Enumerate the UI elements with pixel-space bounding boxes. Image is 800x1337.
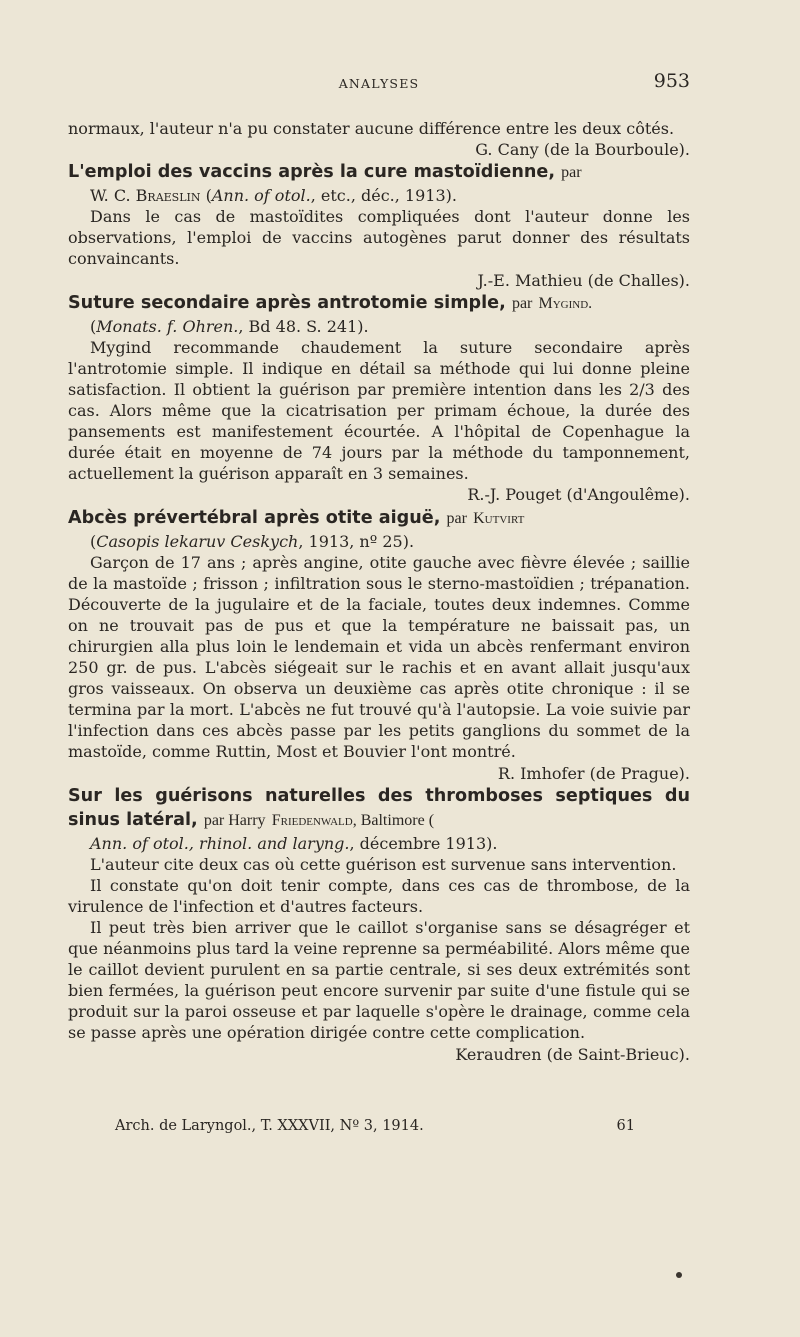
entry-1-journal: Ann. of otol.: [211, 186, 311, 206]
entry-4-journal: Ann. of otol., rhinol. and laryng.: [90, 833, 350, 853]
entry-2-title: Suture secondaire après antrotomie simple,: [68, 292, 506, 313]
entry-3-journal: Casopis lekaruv Ceskych: [96, 531, 299, 551]
page-header: [68, 70, 690, 96]
entry-1-signature: J.-E. Mathieu (de Challes).: [477, 270, 690, 290]
entry-3-signature: R. Imhofer (de Prague).: [497, 763, 690, 783]
entry-4-title: Sur les guérisons naturelles des thromboses septiques du sinus latéral,: [68, 785, 690, 830]
entry-1-journal-tail: , etc., déc., 1913).: [310, 186, 457, 206]
entry-2-author: Mygind.: [538, 294, 593, 312]
top-fragment-signature: G. Cany (de la Bourboule).: [475, 140, 690, 160]
entry-1-author: W. C. Braeslin: [90, 186, 201, 206]
entry-4-paragraph-1: L'auteur cite deux cas où cette guérison est survenue sans intervention.: [90, 854, 677, 874]
footer-journal: Arch. de Laryngol., T. XXXVII, Nº 3, 1914.: [115, 1118, 424, 1134]
entry-3-journal-tail: , 1913, nº 25).: [298, 531, 415, 551]
entry-4-journal-tail: , décembre 1913).: [349, 833, 498, 853]
entry-2-title-line: [68, 291, 690, 316]
entry-4-paragraph-3: Il peut très bien arriver que le caillot s'organise sans se désagréger et que néanmoins plus tard la veine reprenne sa perméabilité. Alors même que le caillot devient purulent en sa partie centrale, si ses deux extrémités sont bien fermées, la guérison peut encore survenir par suite d'une fistule qui se produit sur la paroi osseuse et par laquelle s'opère le drainage, comme cela se passe après une opération dirigée contre cette complication.: [68, 918, 690, 1043]
entry-1-source: W. C. Braeslin (Ann. of otol., etc., déc., 1913).: [90, 186, 457, 206]
top-fragment-text: normaux, l'auteur n'a pu constater aucune différence entre les deux côtés.: [68, 119, 675, 138]
page-content: [68, 118, 690, 1065]
entry-4-signature: Keraudren (de Saint-Brieuc).: [455, 1044, 690, 1064]
entry-4-title-line: [68, 784, 690, 833]
entry-3-body: Garçon de 17 ans ; après angine, otite gauche avec fièvre élevée ; saillie de la mastoïde ; frisson ; infiltration sous le sterno-mastoïdien ; trépanation. Découverte de la jugulaire et de la faciale, toutes deux indemnes. Comme on ne trouvait pas de pus et que la température ne baissait pas, un chirurgien alla plus loin le lendemain et vida un abcès renfermant environ 250 gr. de pus. L'abcès siégeait sur le rachis et en avant allait jusqu'aux gros vaisseaux. On observa un deuxième cas après otite chronique : il se termina par la mort. L'abcès ne fut trouvé qu'à l'autopsie. La voie suivie par l'infection dans ces abcès passe par les petits ganglions du sommet de la mastoïde, comme Ruttin, Most et Bouvier l'ont montré.: [68, 552, 690, 762]
entry-2-by: par: [511, 294, 533, 312]
entry-4-author-tail: , Baltimore (: [352, 811, 435, 829]
entry-2-journal: Monats. f. Ohren.: [96, 316, 239, 336]
entry-3-title-line: [68, 506, 690, 531]
entry-1-by: par: [561, 164, 582, 182]
entry-3-author: Kutvirt: [473, 509, 525, 527]
entry-4-author: Friedenwald: [271, 811, 353, 829]
entry-3-source: (Casopis lekaruv Ceskych, 1913, nº 25).: [90, 531, 415, 551]
entry-2-signature: R.-J. Pouget (d'Angoulême).: [467, 485, 690, 505]
footer-sheet-number: 61: [616, 1118, 635, 1134]
page-footer: [115, 1118, 635, 1134]
entry-3-by: par: [446, 509, 467, 527]
entry-4-by: par Harry: [203, 811, 266, 829]
entry-1-title: L'emploi des vaccins après la cure mastoïdienne,: [68, 162, 556, 183]
entry-4-paragraph-2: Il constate qu'on doit tenir compte, dans ces cas de thrombose, de la virulence de l'infection et d'autres facteurs.: [68, 875, 690, 916]
entry-3-title: Abcès prévertébral après otite aiguë,: [68, 507, 441, 528]
entry-4-source: [68, 833, 690, 854]
entry-2-journal-tail: , Bd 48. S. 241).: [238, 316, 369, 336]
entry-1-body: Dans le cas de mastoïdites compliquées dont l'auteur donne les observations, l'emploi de vaccins autogènes parut donner des résultats convaincants.: [68, 207, 690, 269]
running-head: ANALYSES: [338, 76, 420, 91]
entry-2-body: Mygind recommande chaudement la suture secondaire après l'antrotomie simple. Il indique en détail sa méthode qui lui donne pleine satisfaction. Il obtient la guérison par première intention dans les 2/3 des cas. Alors même que la cicatrisation per primam échoue, la durée des pansements est manifestement écourtée. A l'hôpital de Copenhague la durée était en moyenne de 74 jours par la méthode du tamponnement, actuellement la guérison apparaît en 3 semaines.: [68, 337, 690, 484]
page-number: 953: [653, 70, 690, 92]
ink-dot-mark: [676, 1272, 682, 1278]
entry-2-source: (Monats. f. Ohren., Bd 48. S. 241).: [90, 316, 369, 336]
entry-1-title-line: [68, 160, 690, 185]
